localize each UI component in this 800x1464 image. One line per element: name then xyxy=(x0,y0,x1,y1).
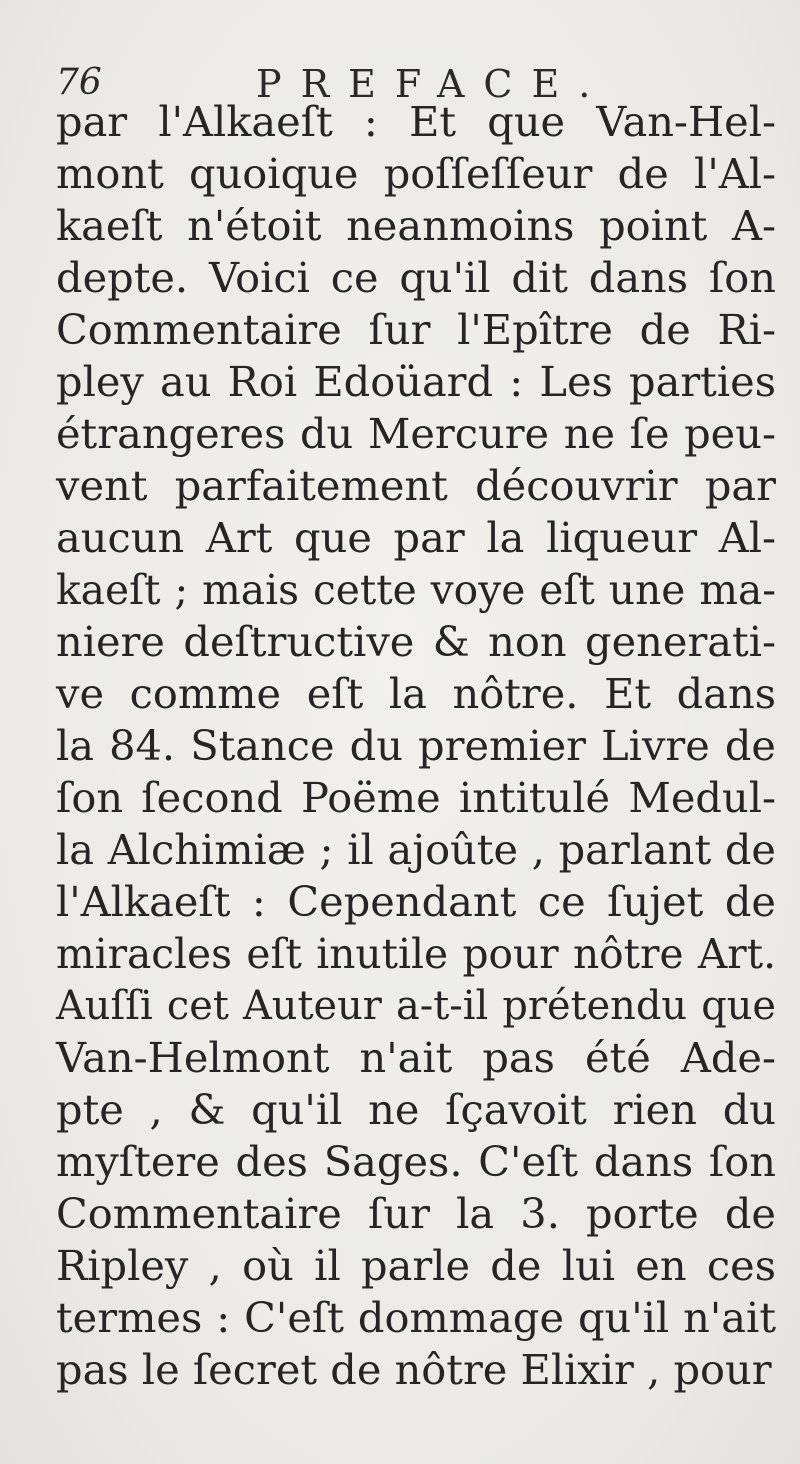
text-line: la Alchimiæ ; il ajoûte , parlant de xyxy=(56,825,776,874)
text-line: la 84. Stance du premier Livre de xyxy=(56,721,776,770)
running-head: PREFACE. xyxy=(256,62,610,106)
text-line: mont quoique poſſeſſeur de l'Al- xyxy=(56,149,776,198)
text-line: pley au Roi Edoüard : Les parties xyxy=(56,357,776,406)
text-line: termes : C'eſt dommage qu'il n'ait xyxy=(56,1293,776,1342)
text-line: aucun Art que par la liqueur Al- xyxy=(56,513,776,562)
text-line: Ripley , où il parle de lui en ces xyxy=(56,1241,776,1290)
text-line: depte. Voici ce qu'il dit dans ſon xyxy=(56,253,776,302)
page-number: 76 xyxy=(56,62,102,103)
text-line: pas le ſecret de nôtre Elixir , pour xyxy=(56,1345,772,1394)
text-line: par l'Alkaeſt : Et que Van-Hel- xyxy=(56,97,776,146)
text-line: Commentaire ſur la 3. porte de xyxy=(56,1189,776,1238)
text-line: miracles eſt inutile pour nôtre Art. xyxy=(56,930,776,978)
body-text xyxy=(56,96,776,1396)
text-line: kaeſt n'étoit neanmoins point A- xyxy=(56,201,776,250)
text-line: kaeſt ; mais cette voye eſt une ma- xyxy=(56,566,776,614)
text-line: Commentaire ſur l'Epître de Ri- xyxy=(56,305,776,354)
text-line: étrangeres du Mercure ne ſe peu- xyxy=(56,409,776,458)
text-line: Van-Helmont n'ait pas été Ade- xyxy=(56,1033,776,1082)
text-line: Auſſi cet Auteur a-t-il prétendu que xyxy=(56,983,776,1029)
text-line: ſon ſecond Poëme intitulé Medul- xyxy=(56,773,776,822)
text-line: pte , & qu'il ne ſçavoit rien du xyxy=(56,1085,776,1134)
text-line: vent parfaitement découvrir par xyxy=(56,461,776,510)
text-line: l'Alkaeſt : Cependant ce ſujet de xyxy=(56,877,776,926)
text-line: myſtere des Sages. C'eſt dans ſon xyxy=(56,1137,776,1186)
text-line: niere deſtructive & non generati- xyxy=(56,617,776,666)
text-line: ve comme eſt la nôtre. Et dans xyxy=(56,669,776,718)
